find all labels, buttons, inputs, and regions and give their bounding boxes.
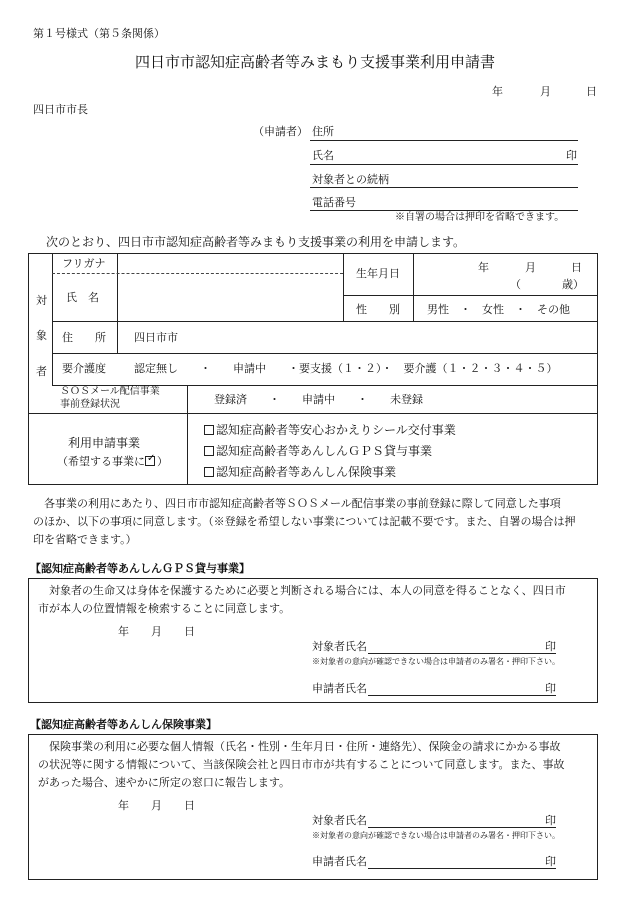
subject-label-3: 者 [36,365,47,378]
form-number: 第１号様式（第５条関係） [33,27,165,40]
gps-note: ※対象者の意向が確認できない場合は申請者のみ署名・押印下さい。 [312,657,560,666]
address-label: 住 所 [62,331,106,344]
consent-line-1: 各事業の利用にあたり、四日市市認知症高齢者等ＳＯＳメール配信事業の事前登録に際して同意した事項 [33,497,561,510]
gps-applicant-seal: 印 [545,682,556,695]
sos-label-1: ＳＯＳメール配信事業 [60,386,160,397]
age-close: 歳） [562,278,584,291]
service-option-2[interactable]: 認知症高齢者等あんしんＧＰＳ貸与事業 [204,445,432,457]
consent-line-2: のほか、以下の事項に同意します。（※登録を希望しない事業については記載不要です。また、自署の場合は押 [33,515,576,528]
applicant-label: （申請者） [253,125,308,138]
applicant-address-label: 住所 [312,125,334,138]
applicant-seal: 印 [566,149,577,162]
sex-label: 性 別 [356,303,400,316]
gps-text-1: 対象者の生命又は身体を保護するために必要と判断される場合には、本人の同意を得ることなく、四日市 [38,584,566,597]
service-option-3[interactable]: 認知症高齢者等あんしん保険事業 [204,466,396,478]
insurance-subject-field[interactable] [368,827,556,828]
age-open: （ [510,278,521,291]
checkbox-icon[interactable] [204,467,214,477]
insurance-subject-label: 対象者氏名 [312,814,367,827]
addressee: 四日市市長 [33,103,88,116]
care-label: 要介護度 [62,362,106,375]
birth-label: 生年月日 [356,267,400,280]
care-options[interactable]: 認定無し ・ 申請中 ・要支援（１・２）・ 要介護（１・２・３・４・５） [134,362,558,375]
insurance-applicant-seal: 印 [545,855,556,868]
gps-heading: 【認知症高齢者等あんしんＧＰＳ貸与事業】 [30,562,250,575]
subject-name-field[interactable] [118,274,342,320]
relation-field[interactable] [310,187,578,188]
checkbox-icon[interactable] [204,446,214,456]
insurance-date: 年 月 日 [118,799,195,812]
gps-date: 年 月 日 [118,625,195,638]
subject-label-2: 象 [36,329,47,342]
address-value[interactable]: 四日市市 [134,331,178,344]
insurance-note: ※対象者の意向が確認できない場合は申請者のみ署名・押印下さい。 [312,831,560,840]
birth-month: 月 [525,261,536,274]
gps-subject-label: 対象者氏名 [312,640,367,653]
service-note: （希望する事業に ✓ ） [57,453,168,468]
date-year: 年 [492,85,503,98]
insurance-subject-seal: 印 [545,814,556,827]
phone-label: 電話番号 [312,196,356,209]
sos-label-2: 事前登録状況 [60,399,120,410]
insurance-text-2: の状況等に関する情報について、当該保険会社と四日市市が共有することについて同意します。また、事故 [38,758,565,771]
insurance-applicant-field[interactable] [368,868,556,869]
furigana-label: フリガナ [62,257,106,270]
gps-subject-field[interactable] [368,653,556,654]
applicant-name-field[interactable] [310,164,578,165]
applicant-name-label: 氏名 [312,149,334,162]
gps-applicant-label: 申請者氏名 [312,682,367,695]
applicant-address-field[interactable] [310,140,578,141]
insurance-text-3: があった場合、速やかに所定の窓口に報告します。 [38,776,291,789]
phone-field[interactable] [310,210,578,211]
sex-options[interactable]: 男性 ・ 女性 ・ その他 [427,303,570,316]
relation-label: 対象者との続柄 [312,173,389,186]
intro-text: 次のとおり、四日市市認知症高齢者等みまもり支援事業の利用を申請します。 [46,235,466,249]
date-month: 月 [540,85,551,98]
gps-text-2: 市が本人の位置情報を検索することに同意します。 [38,602,291,615]
checkbox-icon: ✓ [147,453,156,464]
insurance-applicant-label: 申請者氏名 [312,855,367,868]
date-day: 日 [586,85,597,98]
name-label: 氏 名 [66,291,99,304]
seal-note: ※自署の場合は押印を省略できます。 [395,212,565,223]
gps-applicant-field[interactable] [368,695,556,696]
insurance-text-1: 保険事業の利用に必要な個人情報（氏名・性別・生年月日・住所・連絡先）、保険金の請求にかかる事故 [38,740,561,753]
furigana-field[interactable] [118,254,342,272]
birth-day: 日 [571,261,582,274]
insurance-heading: 【認知症高齢者等あんしん保険事業】 [30,718,217,731]
service-label: 利用申請事業 [68,436,141,450]
checkbox-icon[interactable] [204,425,214,435]
subject-label-1: 対 [36,294,47,307]
consent-line-3: 印を省略できます。） [33,533,137,546]
page-title: 四日市市認知症高齢者等みまもり支援事業利用申請書 [134,53,495,71]
gps-subject-seal: 印 [545,640,556,653]
service-option-1[interactable]: 認知症高齢者等安心おかえりシール交付事業 [204,424,456,436]
birth-year: 年 [478,261,489,274]
sos-options[interactable]: 登録済 ・ 申請中 ・ 未登録 [214,393,423,406]
